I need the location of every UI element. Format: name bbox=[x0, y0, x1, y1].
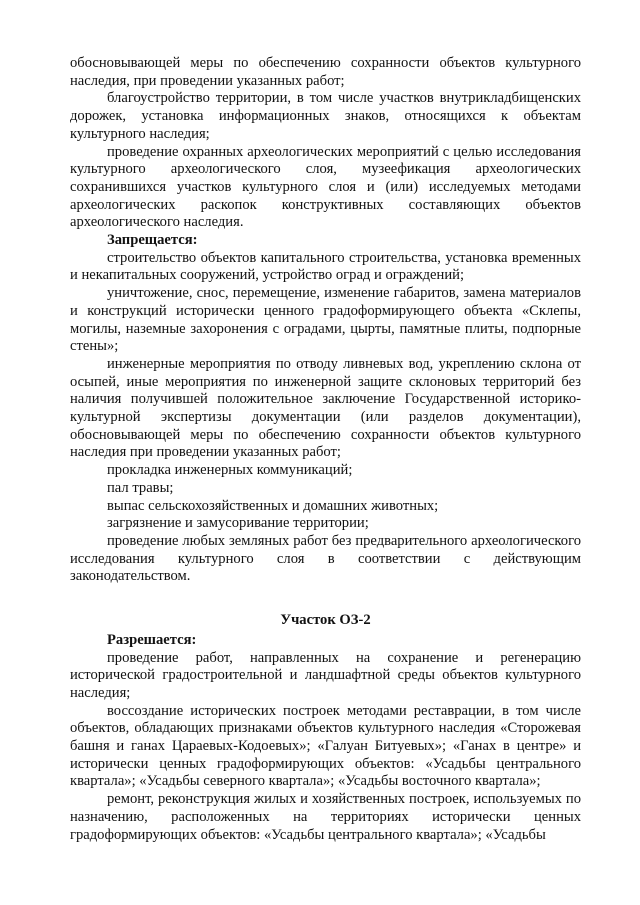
prohibited-item: прокладка инженерных коммуникаций; bbox=[107, 462, 353, 479]
allowed-item: воссоздание исторических построек методами реставрации, в том числе объектов, обладающих признаками объектов культурного наследия «Сторожевая башня и ганах Цараевых-Кодоевых»; «Галуан Битуевых»; «Ганах в центре» и исторически ценных градоформирующих объектов: «Усадьбы центрального квартала»; «Усадьбы северного квартала»; «Усадьбы восточного квартала»; bbox=[70, 702, 581, 790]
section-title: Участок ОЗ-2 bbox=[280, 612, 371, 629]
document-body bbox=[70, 55, 581, 844]
allowed-heading: Разрешается: bbox=[107, 631, 197, 648]
paragraph-archaeology: проведение охранных археологических мероприятий с целью исследования культурного археологического слоя, музеефикация археологических сохранившихся участков культурного слоя и (или) исследуемых методами археологических раскопок конструктивных составляющих объектов археологического наследия. bbox=[70, 143, 581, 231]
prohibited-heading: Запрещается: bbox=[107, 232, 198, 249]
allowed-item: проведение работ, направленных на сохранение и регенерацию исторической градостроительной и ландшафтной среды объектов культурного наследия; bbox=[70, 649, 581, 701]
prohibited-item: выпас сельскохозяйственных и домашних животных; bbox=[107, 497, 439, 514]
paragraph-landscaping: благоустройство территории, в том числе участков внутрикладбищенских дорожек, установка информационных знаков, относящихся к объектам культурного наследия; bbox=[70, 90, 581, 142]
allowed-item: ремонт, реконструкция жилых и хозяйственных построек, используемых по назначению, расположенных на территориях исторически ценных градоформирующих объектов: «Усадьбы центрального квартала»; «Усадьбы bbox=[70, 791, 581, 843]
prohibited-item: пал травы; bbox=[107, 479, 174, 496]
prohibited-item: строительство объектов капитального строительства, установка временных и некапитальных сооружений, устройство оград и ограждений; bbox=[70, 249, 581, 284]
prohibited-item: инженерные мероприятия по отводу ливневых вод, укреплению склона от осыпей, иные мероприятия по инженерной защите склоновых территорий без наличия получившей положительное заключение Государственной историко-культурной экспертизы документации (или разделов документации), обосновывающей меры по обеспечению сохранности объектов культурного наследия при проведении указанных работ; bbox=[70, 355, 581, 461]
prohibited-item: загрязнение и замусоривание территории; bbox=[107, 515, 369, 532]
paragraph-continuation: обосновывающей меры по обеспечению сохранности объектов культурного наследия, при проведении указанных работ; bbox=[70, 55, 581, 89]
prohibited-item: проведение любых земляных работ без предварительного археологического исследования культурного слоя в соответствии с действующим законодательством. bbox=[70, 532, 581, 585]
prohibited-item: уничтожение, снос, перемещение, изменение габаритов, замена материалов и конструкций исторически ценного градоформирующего объекта «Склепы, могилы, наземные захоронения с оградами, цырты, памятные плиты, подпорные стены»; bbox=[70, 285, 581, 355]
